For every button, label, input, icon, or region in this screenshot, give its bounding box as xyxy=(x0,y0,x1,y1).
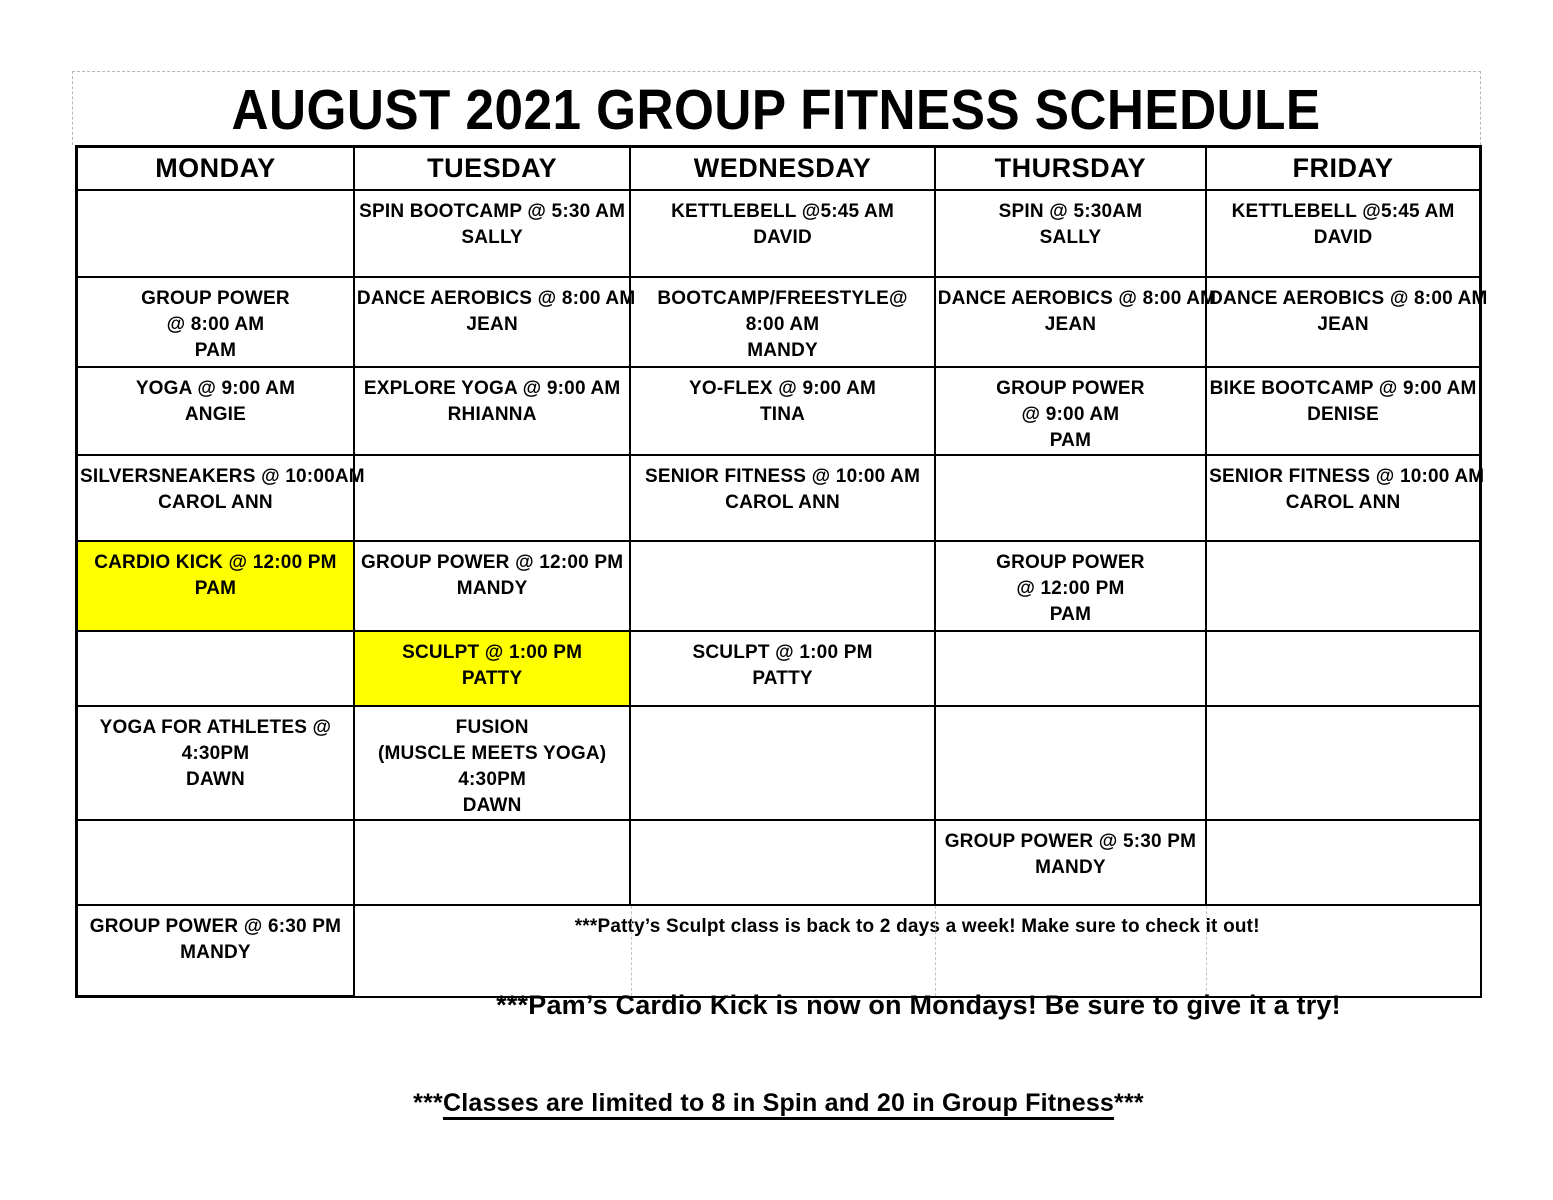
class-entry-line: SPIN @ 5:30AM xyxy=(998,200,1143,222)
class-entry-line: GROUP POWER @ 12:00 PM xyxy=(361,551,624,573)
schedule-cell xyxy=(354,541,630,631)
class-entry-line: SPIN BOOTCAMP @ 5:30 AM xyxy=(359,200,626,222)
class-entry-line: BOOTCAMP/FREESTYLE@ xyxy=(657,287,908,309)
schedule-cell xyxy=(1206,820,1480,905)
schedule-cell xyxy=(630,706,934,820)
page-title: AUGUST 2021 GROUP FITNESS SCHEDULE xyxy=(231,78,1322,142)
schedule-row xyxy=(77,631,1481,706)
day-header-wednesday: WEDNESDAY xyxy=(630,147,934,190)
class-entry-line: CARDIO KICK @ 12:00 PM xyxy=(94,551,337,573)
schedule-row xyxy=(77,455,1481,541)
class-entry-line: JEAN xyxy=(1044,313,1097,335)
class-entry-line: FUSION xyxy=(455,716,529,738)
class-entry-line: 8:00 AM xyxy=(745,313,820,335)
day-header-thursday: THURSDAY xyxy=(935,147,1206,190)
class-entry-line: (MUSCLE MEETS YOGA) xyxy=(377,742,607,764)
day-header-monday: MONDAY xyxy=(77,147,354,190)
sculpt-announcement: ***Patty’s Sculpt class is back to 2 days a week! Make sure to check it out! xyxy=(574,915,1260,937)
schedule-cell xyxy=(77,905,354,997)
schedule-cell-highlighted xyxy=(354,631,630,706)
schedule-cell xyxy=(77,631,354,706)
schedule-cell xyxy=(935,541,1206,631)
schedule-cell xyxy=(77,455,365,541)
schedule-cell xyxy=(354,455,630,541)
class-entry-line: BIKE BOOTCAMP @ 9:00 AM xyxy=(1209,377,1477,399)
class-entry-line: KETTLEBELL @5:45 AM xyxy=(671,200,894,222)
schedule-row xyxy=(77,277,1481,367)
schedule-cell xyxy=(630,190,934,277)
class-entry-line: JEAN xyxy=(1317,313,1369,335)
class-entry-line: YOGA @ 9:00 AM xyxy=(135,377,296,399)
class-entry-line: PAM xyxy=(194,577,237,599)
class-entry-line: @ 8:00 AM xyxy=(166,313,265,335)
schedule-cell xyxy=(630,277,934,367)
class-entry-line: GROUP POWER xyxy=(996,377,1145,399)
class-entry-line: DAWN xyxy=(462,794,522,816)
schedule-cell xyxy=(1206,541,1480,631)
class-entry-line: SALLY xyxy=(461,226,523,248)
schedule-cell xyxy=(630,455,934,541)
schedule-cell xyxy=(1206,455,1485,541)
announcement-cell xyxy=(354,905,1481,997)
class-entry-line: DAWN xyxy=(186,768,245,790)
schedule-cell xyxy=(354,277,636,367)
schedule-cell xyxy=(935,190,1206,277)
schedule-cell xyxy=(935,706,1206,820)
schedule-cell xyxy=(935,455,1206,541)
class-entry-line: KETTLEBELL @5:45 AM xyxy=(1231,200,1455,222)
schedule-cell xyxy=(354,706,630,820)
class-limit-note-suffix: *** xyxy=(1114,1089,1144,1117)
class-entry-line: TINA xyxy=(759,403,806,425)
schedule-cell xyxy=(935,820,1206,905)
class-entry-line: PAM xyxy=(194,339,237,361)
class-entry-line: JEAN xyxy=(466,313,518,335)
class-entry-line: @ 12:00 PM xyxy=(1016,577,1125,599)
schedule-cell xyxy=(77,277,354,367)
schedule-cell xyxy=(935,277,1217,367)
class-entry-line: GROUP POWER xyxy=(996,551,1145,573)
schedule-cell xyxy=(354,367,630,455)
class-limit-note-prefix: *** xyxy=(413,1089,443,1117)
class-entry-line: YO-FLEX @ 9:00 AM xyxy=(689,377,877,399)
class-entry-line: 4:30PM xyxy=(181,742,250,764)
day-header-tuesday: TUESDAY xyxy=(354,147,630,190)
schedule-table xyxy=(75,145,1488,998)
class-entry-line: YOGA FOR ATHLETES @ xyxy=(99,716,332,738)
day-header-row xyxy=(77,147,1481,190)
schedule-cell xyxy=(77,706,354,820)
class-entry-line: 4:30PM xyxy=(458,768,526,790)
dashed-divider xyxy=(1206,906,1207,996)
day-header-friday: FRIDAY xyxy=(1206,147,1480,190)
class-entry-line: SENIOR FITNESS @ 10:00 AM xyxy=(644,465,921,487)
title-frame xyxy=(72,71,1481,145)
class-entry-line: MANDY xyxy=(747,339,818,361)
schedule-cell xyxy=(354,820,630,905)
class-entry-line: SCULPT @ 1:00 PM xyxy=(692,641,873,663)
class-entry-line: EXPLORE YOGA @ 9:00 AM xyxy=(363,377,621,399)
schedule-cell xyxy=(630,631,934,706)
class-entry-line: CAROL ANN xyxy=(158,491,273,513)
schedule-cell xyxy=(630,367,934,455)
class-entry-line: MANDY xyxy=(456,577,528,599)
schedule-row xyxy=(77,706,1481,820)
class-entry-line: PAM xyxy=(1049,429,1092,451)
schedule-cell xyxy=(77,190,354,277)
dashed-divider xyxy=(631,906,632,996)
class-entry-line: SILVERSNEAKERS @ 10:00AM xyxy=(80,465,365,487)
schedule-cell xyxy=(935,367,1206,455)
schedule-cell xyxy=(77,820,354,905)
schedule-cell xyxy=(630,541,934,631)
schedule-cell xyxy=(1206,190,1480,277)
class-entry-line: GROUP POWER xyxy=(141,287,290,309)
class-limit-note xyxy=(75,1089,1482,1118)
schedule-cell-highlighted xyxy=(77,541,354,631)
class-entry-line: ANGIE xyxy=(184,403,247,425)
class-entry-line: MANDY xyxy=(1035,856,1106,878)
schedule-cell xyxy=(77,367,354,455)
schedule-row xyxy=(77,905,1481,997)
class-entry-line: GROUP POWER @ 5:30 PM xyxy=(944,830,1197,852)
class-entry-line: SENIOR FITNESS @ 10:00 AM xyxy=(1209,465,1485,487)
class-entry-line: SCULPT @ 1:00 PM xyxy=(402,641,583,663)
schedule-cell xyxy=(1206,706,1480,820)
schedule-row xyxy=(77,367,1481,455)
schedule-cell xyxy=(1206,367,1480,455)
class-entry-line: DAVID xyxy=(1313,226,1373,248)
dashed-divider xyxy=(935,906,936,996)
class-entry-line: GROUP POWER @ 6:30 PM xyxy=(89,915,342,937)
schedule-cell xyxy=(935,631,1206,706)
schedule-row xyxy=(77,820,1481,905)
class-entry-line: DANCE AEROBICS @ 8:00 AM xyxy=(356,287,636,309)
class-limit-note-text: Classes are limited to 8 in Spin and 20 in Group Fitness xyxy=(442,1089,1115,1117)
class-entry-line: PATTY xyxy=(752,667,813,689)
class-entry-line: DANCE AEROBICS @ 8:00 AM xyxy=(937,287,1217,309)
schedule-cell xyxy=(1206,631,1480,706)
class-entry-line: RHIANNA xyxy=(447,403,537,425)
schedule-row xyxy=(77,541,1481,631)
class-entry-line: DANCE AEROBICS @ 8:00 AM xyxy=(1209,287,1488,309)
schedule-cell xyxy=(630,820,934,905)
schedule-cell xyxy=(1206,277,1488,367)
class-entry-line: DENISE xyxy=(1307,403,1380,425)
class-entry-line: PAM xyxy=(1049,603,1092,625)
schedule-cell xyxy=(354,190,630,277)
cardio-kick-note: ***Pam’s Cardio Kick is now on Mondays! Be sure to give it a try! xyxy=(496,990,1341,1020)
class-entry-line: MANDY xyxy=(180,941,251,963)
class-entry-line: CAROL ANN xyxy=(725,491,840,513)
class-entry-line: PATTY xyxy=(461,667,523,689)
class-entry-line: DAVID xyxy=(753,226,812,248)
class-entry-line: SALLY xyxy=(1039,226,1102,248)
class-entry-line: CAROL ANN xyxy=(1285,491,1401,513)
class-entry-line: @ 9:00 AM xyxy=(1021,403,1120,425)
schedule-row xyxy=(77,190,1481,277)
